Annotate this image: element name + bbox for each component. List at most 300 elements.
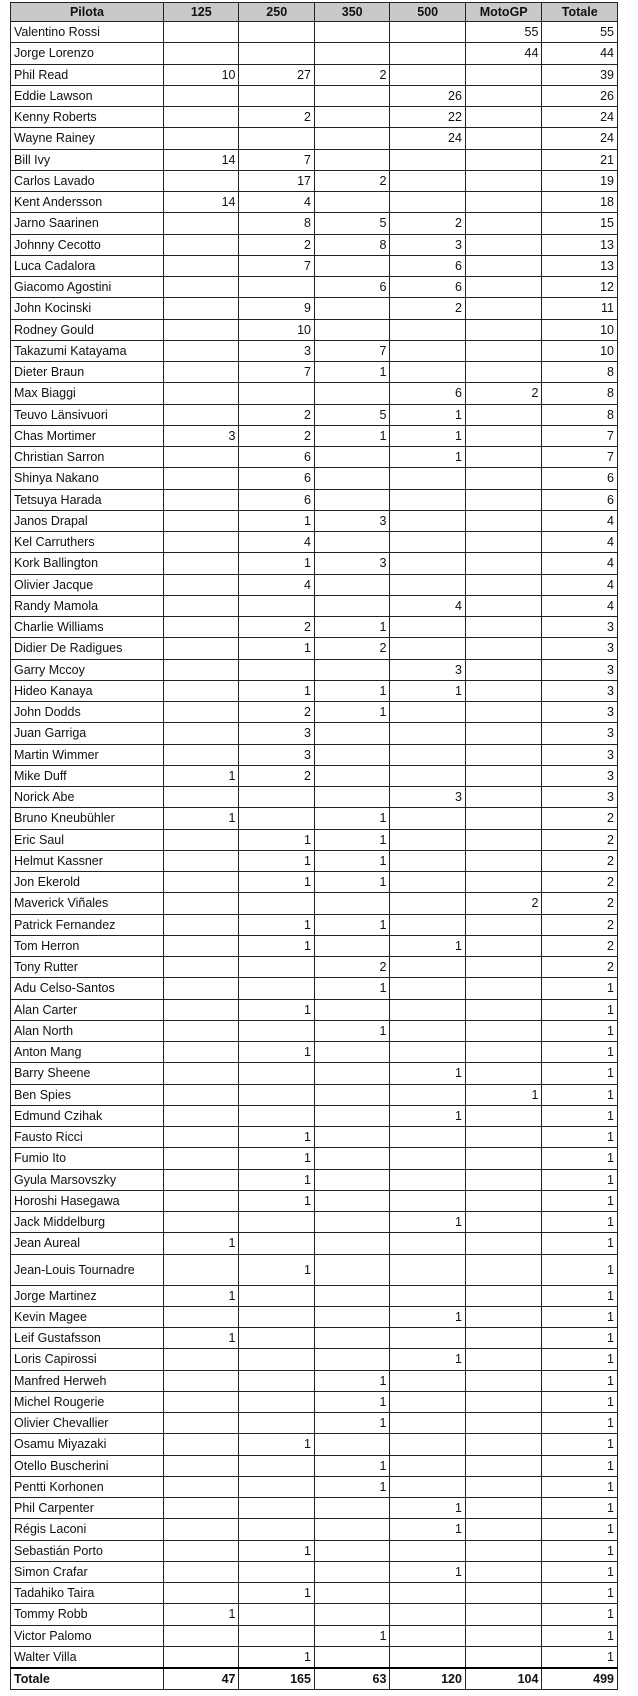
table-cell	[164, 595, 239, 616]
table-row	[11, 1646, 618, 1668]
table-row	[11, 659, 618, 680]
table-cell	[465, 850, 542, 871]
table-cell	[314, 744, 389, 765]
table-cell	[314, 1148, 389, 1169]
rider-name: Rodney Gould	[11, 319, 164, 340]
table-cell: 1	[239, 1434, 314, 1455]
table-cell: 1	[239, 510, 314, 531]
rider-name: Alan North	[11, 1020, 164, 1041]
table-row	[11, 234, 618, 255]
table-cell	[314, 128, 389, 149]
table-cell	[164, 404, 239, 425]
table-cell	[164, 1212, 239, 1233]
table-cell	[390, 1646, 465, 1668]
table-cell	[465, 1604, 542, 1625]
table-row	[11, 1306, 618, 1327]
table-cell	[465, 1105, 542, 1126]
table-row	[11, 574, 618, 595]
table-cell: 1	[314, 1391, 389, 1412]
table-row	[11, 128, 618, 149]
table-cell	[164, 659, 239, 680]
table-cell: 1	[542, 1020, 618, 1041]
table-cell: 1	[542, 1391, 618, 1412]
table-cell	[390, 893, 465, 914]
table-cell: 2	[390, 298, 465, 319]
table-cell	[465, 1127, 542, 1148]
table-cell	[164, 1646, 239, 1668]
table-cell: 8	[314, 234, 389, 255]
table-cell	[164, 617, 239, 638]
table-cell	[239, 1328, 314, 1349]
rider-name: Alan Carter	[11, 999, 164, 1020]
table-cell: 1	[542, 1063, 618, 1084]
table-cell	[239, 1413, 314, 1434]
table-cell	[465, 1306, 542, 1327]
table-cell: 3	[239, 723, 314, 744]
table-row	[11, 404, 618, 425]
rider-name: Phil Carpenter	[11, 1498, 164, 1519]
table-cell: 44	[465, 43, 542, 64]
table-cell	[239, 1455, 314, 1476]
rider-name: Tadahiko Taira	[11, 1583, 164, 1604]
table-cell	[314, 107, 389, 128]
table-cell: 4	[239, 532, 314, 553]
table-row	[11, 1212, 618, 1233]
table-row	[11, 553, 618, 574]
table-row	[11, 1169, 618, 1190]
col-header-125: 125	[164, 3, 239, 22]
table-cell: 1	[239, 872, 314, 893]
table-cell: 1	[314, 1020, 389, 1041]
table-cell: 8	[542, 404, 618, 425]
table-cell	[465, 702, 542, 723]
table-row	[11, 298, 618, 319]
table-cell	[465, 1498, 542, 1519]
table-cell: 8	[542, 383, 618, 404]
table-cell	[390, 170, 465, 191]
table-row	[11, 1063, 618, 1084]
table-cell	[239, 1561, 314, 1582]
table-cell	[390, 1434, 465, 1455]
table-cell	[314, 1434, 389, 1455]
rider-name: Jean Aureal	[11, 1233, 164, 1254]
total-label: Totale	[11, 1668, 164, 1690]
table-cell	[390, 574, 465, 595]
table-cell: 1	[542, 1455, 618, 1476]
table-row	[11, 1498, 618, 1519]
table-row	[11, 638, 618, 659]
table-cell: 1	[239, 1127, 314, 1148]
rider-name: Teuvo Länsivuori	[11, 404, 164, 425]
table-row	[11, 64, 618, 85]
rider-name: Fumio Ito	[11, 1148, 164, 1169]
table-row	[11, 107, 618, 128]
table-row	[11, 1455, 618, 1476]
table-cell: 2	[542, 850, 618, 871]
table-cell	[164, 1127, 239, 1148]
table-cell	[465, 957, 542, 978]
rider-name: Tom Herron	[11, 935, 164, 956]
table-row	[11, 1127, 618, 1148]
total-cell: 63	[314, 1668, 389, 1690]
rider-name: Valentino Rossi	[11, 22, 164, 43]
header-row	[11, 3, 618, 22]
table-cell	[164, 914, 239, 935]
total-cell: 120	[390, 1668, 465, 1690]
table-cell	[465, 192, 542, 213]
table-cell	[465, 1020, 542, 1041]
table-cell	[239, 1519, 314, 1540]
table-cell: 2	[314, 957, 389, 978]
table-cell: 1	[542, 1519, 618, 1540]
table-cell	[465, 829, 542, 850]
table-cell	[164, 1306, 239, 1327]
table-cell: 6	[239, 447, 314, 468]
table-cell	[390, 1285, 465, 1306]
table-cell: 2	[239, 404, 314, 425]
table-cell	[239, 1625, 314, 1646]
table-cell: 1	[239, 935, 314, 956]
table-cell	[164, 489, 239, 510]
table-cell	[390, 1169, 465, 1190]
table-row	[11, 255, 618, 276]
table-cell: 7	[542, 447, 618, 468]
rider-name: Osamu Miyazaki	[11, 1434, 164, 1455]
table-cell: 6	[239, 468, 314, 489]
table-cell	[465, 1233, 542, 1254]
table-cell: 17	[239, 170, 314, 191]
table-cell	[314, 935, 389, 956]
table-cell: 1	[390, 1349, 465, 1370]
table-cell: 1	[542, 1328, 618, 1349]
rider-name: Johnny Cecotto	[11, 234, 164, 255]
table-cell	[314, 1604, 389, 1625]
table-cell: 2	[542, 893, 618, 914]
table-cell	[314, 1212, 389, 1233]
table-row	[11, 447, 618, 468]
table-row	[11, 680, 618, 701]
table-cell: 1	[542, 1540, 618, 1561]
table-cell	[164, 1413, 239, 1434]
table-cell: 3	[164, 425, 239, 446]
total-cell: 47	[164, 1668, 239, 1690]
table-cell: 1	[542, 978, 618, 999]
table-cell	[390, 765, 465, 786]
table-cell: 6	[542, 468, 618, 489]
table-row	[11, 1561, 618, 1582]
table-row	[11, 702, 618, 723]
table-row	[11, 319, 618, 340]
table-cell: 1	[542, 1561, 618, 1582]
table-row	[11, 468, 618, 489]
table-cell: 1	[390, 1498, 465, 1519]
rider-name: Barry Sheene	[11, 1063, 164, 1084]
table-cell: 1	[239, 1169, 314, 1190]
table-cell: 4	[390, 595, 465, 616]
table-row	[11, 1413, 618, 1434]
col-header-motogp: MotoGP	[465, 3, 542, 22]
table-row	[11, 829, 618, 850]
table-cell: 1	[314, 425, 389, 446]
table-cell: 2	[239, 234, 314, 255]
table-cell	[465, 1370, 542, 1391]
rider-name: Olivier Chevallier	[11, 1413, 164, 1434]
table-row	[11, 957, 618, 978]
table-cell: 27	[239, 64, 314, 85]
table-cell	[390, 829, 465, 850]
table-cell	[465, 617, 542, 638]
rider-name: Manfred Herweh	[11, 1370, 164, 1391]
table-row	[11, 1148, 618, 1169]
table-cell	[465, 1212, 542, 1233]
table-cell	[390, 1190, 465, 1211]
rider-name: Régis Laconi	[11, 1519, 164, 1540]
table-row	[11, 1583, 618, 1604]
rider-name: Christian Sarron	[11, 447, 164, 468]
table-cell	[465, 1169, 542, 1190]
table-cell	[465, 1148, 542, 1169]
table-cell	[239, 383, 314, 404]
table-cell: 6	[390, 277, 465, 298]
table-cell: 1	[390, 1561, 465, 1582]
rider-name: Jack Middelburg	[11, 1212, 164, 1233]
table-cell	[314, 298, 389, 319]
table-cell	[465, 85, 542, 106]
table-cell: 2	[314, 638, 389, 659]
table-cell	[164, 1476, 239, 1497]
table-cell	[390, 489, 465, 510]
table-cell	[465, 1413, 542, 1434]
table-cell	[465, 234, 542, 255]
table-cell	[239, 277, 314, 298]
col-header-totale: Totale	[542, 3, 618, 22]
table-cell: 22	[390, 107, 465, 128]
table-cell	[465, 1254, 542, 1285]
rider-name: Tommy Robb	[11, 1604, 164, 1625]
table-cell: 1	[314, 850, 389, 871]
table-row	[11, 765, 618, 786]
table-cell	[390, 1583, 465, 1604]
table-cell	[314, 489, 389, 510]
table-cell	[164, 1370, 239, 1391]
table-cell: 55	[542, 22, 618, 43]
table-cell	[465, 1561, 542, 1582]
table-cell	[239, 22, 314, 43]
table-cell: 1	[239, 553, 314, 574]
table-cell: 3	[390, 787, 465, 808]
table-cell: 4	[239, 574, 314, 595]
table-cell	[314, 1127, 389, 1148]
table-cell	[465, 680, 542, 701]
table-cell	[390, 638, 465, 659]
table-cell: 4	[542, 553, 618, 574]
table-row	[11, 1476, 618, 1497]
table-cell	[239, 978, 314, 999]
table-cell: 7	[239, 362, 314, 383]
table-cell	[164, 277, 239, 298]
table-cell	[465, 362, 542, 383]
total-cell: 165	[239, 1668, 314, 1690]
table-cell	[465, 340, 542, 361]
rider-name: Leif Gustafsson	[11, 1328, 164, 1349]
table-cell	[465, 808, 542, 829]
table-cell: 13	[542, 255, 618, 276]
rider-name: Janos Drapal	[11, 510, 164, 531]
rider-name: John Kocinski	[11, 298, 164, 319]
table-cell	[465, 574, 542, 595]
table-cell	[465, 1391, 542, 1412]
table-cell: 4	[542, 574, 618, 595]
table-cell	[314, 1233, 389, 1254]
table-cell: 1	[542, 1127, 618, 1148]
table-row	[11, 85, 618, 106]
table-cell: 1	[542, 1285, 618, 1306]
rider-name: Norick Abe	[11, 787, 164, 808]
table-cell	[314, 1540, 389, 1561]
table-cell	[164, 510, 239, 531]
table-row	[11, 149, 618, 170]
table-cell	[164, 978, 239, 999]
table-cell: 2	[542, 914, 618, 935]
table-cell: 1	[239, 638, 314, 659]
table-cell: 2	[314, 64, 389, 85]
table-cell	[164, 43, 239, 64]
table-cell: 3	[542, 765, 618, 786]
table-cell	[390, 723, 465, 744]
table-row	[11, 340, 618, 361]
table-cell	[164, 1583, 239, 1604]
rider-name: Randy Mamola	[11, 595, 164, 616]
table-cell	[314, 255, 389, 276]
table-cell	[239, 1306, 314, 1327]
table-row	[11, 1540, 618, 1561]
table-cell: 1	[542, 1233, 618, 1254]
table-cell	[465, 1455, 542, 1476]
table-cell: 11	[542, 298, 618, 319]
table-cell	[390, 510, 465, 531]
table-cell	[390, 850, 465, 871]
table-cell	[390, 957, 465, 978]
table-cell: 2	[239, 107, 314, 128]
table-cell: 1	[239, 1583, 314, 1604]
rider-name: Otello Buscherini	[11, 1455, 164, 1476]
table-cell	[164, 999, 239, 1020]
table-cell	[164, 128, 239, 149]
table-row	[11, 999, 618, 1020]
table-cell	[390, 1370, 465, 1391]
table-cell	[314, 1349, 389, 1370]
table-cell: 1	[542, 1042, 618, 1063]
table-cell	[239, 1604, 314, 1625]
rider-name: Victor Palomo	[11, 1625, 164, 1646]
table-cell	[390, 1020, 465, 1041]
table-cell	[164, 1391, 239, 1412]
table-row	[11, 532, 618, 553]
table-cell	[465, 468, 542, 489]
table-row	[11, 192, 618, 213]
table-cell	[164, 213, 239, 234]
table-row	[11, 362, 618, 383]
table-row	[11, 22, 618, 43]
table-cell: 1	[314, 1476, 389, 1497]
table-row	[11, 617, 618, 638]
table-cell	[465, 914, 542, 935]
table-cell	[239, 1084, 314, 1105]
table-cell	[390, 1455, 465, 1476]
table-cell	[164, 234, 239, 255]
table-cell	[390, 1148, 465, 1169]
table-cell: 12	[542, 277, 618, 298]
table-cell: 6	[239, 489, 314, 510]
rider-name: Olivier Jacque	[11, 574, 164, 595]
table-cell: 1	[542, 1190, 618, 1211]
table-cell: 1	[314, 1370, 389, 1391]
table-row	[11, 1370, 618, 1391]
table-cell	[164, 1434, 239, 1455]
table-cell	[390, 617, 465, 638]
rider-name: Tony Rutter	[11, 957, 164, 978]
table-cell: 2	[465, 893, 542, 914]
table-cell: 2	[465, 383, 542, 404]
table-cell: 5	[314, 404, 389, 425]
table-cell	[314, 1561, 389, 1582]
table-row	[11, 1328, 618, 1349]
table-cell	[314, 383, 389, 404]
table-cell: 1	[542, 1212, 618, 1233]
table-row	[11, 1042, 618, 1063]
table-row	[11, 872, 618, 893]
table-cell: 1	[542, 1084, 618, 1105]
table-cell	[239, 1391, 314, 1412]
table-cell	[314, 43, 389, 64]
rider-name: Adu Celso-Santos	[11, 978, 164, 999]
table-cell: 1	[164, 1233, 239, 1254]
table-cell	[164, 744, 239, 765]
rider-name: Horoshi Hasegawa	[11, 1190, 164, 1211]
table-cell: 1	[239, 914, 314, 935]
table-cell: 1	[314, 702, 389, 723]
rider-name: Luca Cadalora	[11, 255, 164, 276]
table-cell	[164, 1190, 239, 1211]
table-cell: 44	[542, 43, 618, 64]
table-cell	[465, 1625, 542, 1646]
table-cell: 8	[542, 362, 618, 383]
rider-name: Kenny Roberts	[11, 107, 164, 128]
table-cell	[164, 1540, 239, 1561]
table-cell: 10	[164, 64, 239, 85]
table-cell	[314, 1063, 389, 1084]
table-cell	[164, 340, 239, 361]
table-cell: 4	[239, 192, 314, 213]
table-cell	[164, 298, 239, 319]
table-cell: 1	[542, 1476, 618, 1497]
table-cell	[465, 978, 542, 999]
rider-name: Phil Read	[11, 64, 164, 85]
table-row	[11, 893, 618, 914]
table-cell	[465, 1328, 542, 1349]
table-cell	[164, 532, 239, 553]
table-cell	[465, 255, 542, 276]
rider-name: Jorge Lorenzo	[11, 43, 164, 64]
table-cell	[390, 999, 465, 1020]
table-cell	[164, 957, 239, 978]
table-cell	[390, 914, 465, 935]
table-cell	[390, 64, 465, 85]
table-cell	[390, 1625, 465, 1646]
table-cell	[164, 22, 239, 43]
rider-name: Maverick Viñales	[11, 893, 164, 914]
table-cell: 24	[542, 128, 618, 149]
